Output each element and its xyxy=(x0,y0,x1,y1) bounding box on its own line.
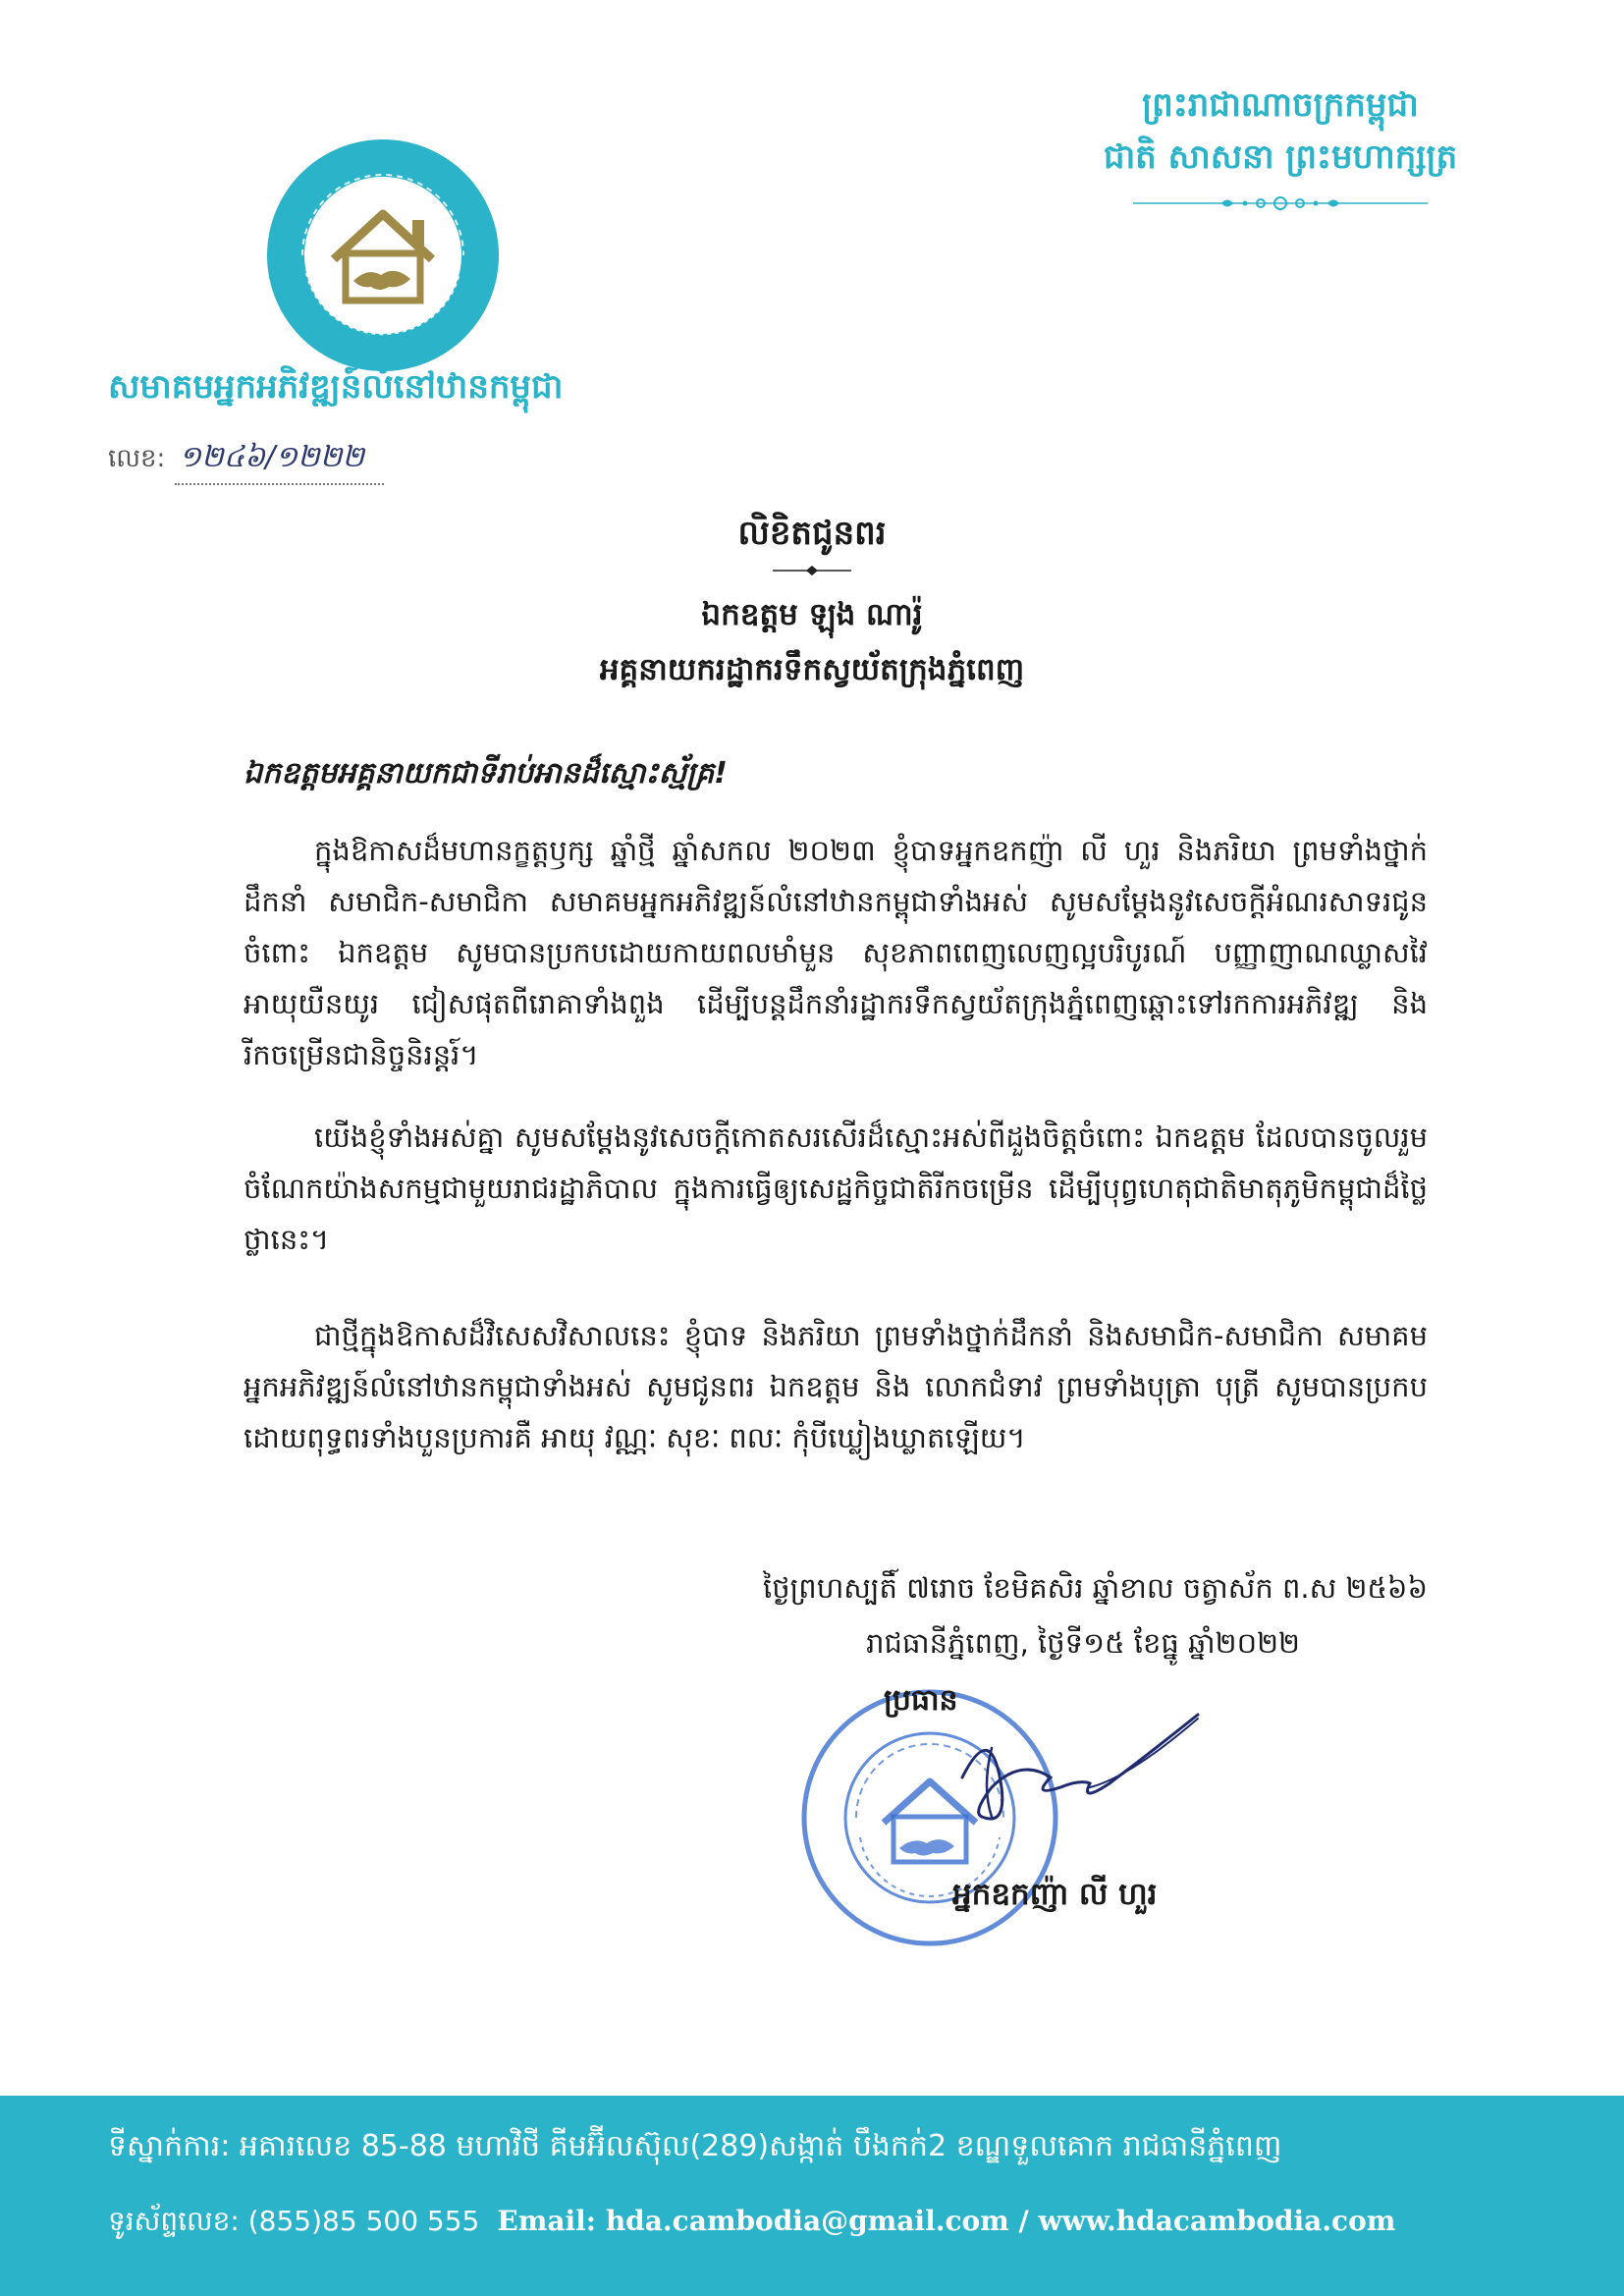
body-paragraph-2 xyxy=(244,1112,1428,1265)
association-logo xyxy=(263,136,503,375)
footer-address: ទីស្នាក់ការ: អគារលេខ 85-88 មហាវិថី គីមអ៊ីលស៊ុល(289)សង្កាត់ បឹងកក់2 ខណ្ឌទួលគោក រាជធានីភ្នំពេញ xyxy=(108,2129,1282,2163)
reference-number xyxy=(108,438,384,485)
salutation: ឯកឧត្តមអគ្គនាយកជាទីរាប់អានដ៏ស្មោះស្ម័គ្រ! xyxy=(244,756,728,791)
footer-email-link[interactable]: Email: hda.cambodia@gmail.com / www.hdacambodia.com xyxy=(497,2205,1396,2237)
footer-bar xyxy=(0,2096,1624,2296)
reference-label: លេខ: xyxy=(108,444,166,473)
paragraph-text: យើងខ្ញុំទាំងអស់គ្នា សូមសម្តែងនូវសេចក្តីកោតសរសើរដ៏ស្មោះអស់ពីដួងចិត្តចំពោះ ឯកឧត្តម ដែលបានចូលរួមចំណែកយ៉ាងសកម្មជាមួយរាជរដ្ឋាភិបាល ក្នុងការធ្វើឲ្យសេដ្ឋកិច្ចជាតិរីកចម្រើន ដើម្បីបុព្វហេតុជាតិមាតុភូមិកម្ពុជាដ៏ថ្លៃថ្លានេះ។ xyxy=(244,1121,1428,1256)
solar-date: រាជធានីភ្នំពេញ, ថ្ងៃទី១៥ ខែធ្នូ ឆ្នាំ២០២២ xyxy=(866,1626,1300,1660)
signature-scribble-icon xyxy=(952,1709,1218,1836)
motto-line: ជាតិ សាសនា ព្រះមហាក្សត្រ xyxy=(1103,137,1458,177)
handwritten-signature xyxy=(952,1709,1218,1836)
title-divider-icon xyxy=(773,564,851,577)
document-title: លិខិតជូនពរ xyxy=(737,514,887,553)
paragraph-text: ក្នុងឱកាសដ៏មហានក្ខត្តឫក្ស ឆ្នាំថ្មី ឆ្នាំសកល ២០២៣ ខ្ញុំបាទអ្នកឧកញ៉ា លី ហួរ និងភរិយា ព្រមទាំងថ្នាក់ដឹកនាំ សមាជិក-សមាជិកា សមាគមអ្នកអភិវឌ្ឍន៍លំនៅឋានកម្ពុជាទាំងអស់ សូមសម្តែងនូវសេចក្តីអំណរសាទរជូនចំពោះ ឯកឧត្តម សូមបានប្រកបដោយកាយពលមាំមួន សុខភាពពេញលេញល្អបរិបូរណ៍ បញ្ញាញាណឈ្លាសវៃ អាយុយឺនយូរ ជៀសផុតពីរោគាទាំងពួង ដើម្បីបន្តដឹកនាំរដ្ឋាករទឹកស្វយ័តក្រុងភ្នំពេញឆ្ពោះទៅរកការអភិវឌ្ឍ និងរីកចម្រើនជានិច្ចនិរន្តរ៍។ xyxy=(244,834,1428,1071)
signer-position: ប្រធាន xyxy=(884,1683,958,1718)
body-paragraph-3 xyxy=(244,1310,1428,1463)
footer-phone: ទូរស័ព្ទលេខ: (855)85 500 555 xyxy=(108,2205,480,2237)
recipient-title: អគ្គនាយករដ្ឋាករទឹកស្វយ័តក្រុងភ្នំពេញ xyxy=(599,652,1025,687)
kingdom-line: ព្រះរាជាណាចក្រកម្ពុជា xyxy=(1142,85,1419,125)
letter-title-block xyxy=(0,511,1624,697)
kingdom-header xyxy=(1074,81,1487,216)
reference-value: ១២៤៦/១២២២ xyxy=(175,438,384,485)
organization-name: សមាគមអ្នកអភិវឌ្ឍន៍លំនៅឋានកម្ពុជា xyxy=(108,367,564,407)
logo-seal-icon xyxy=(263,136,503,375)
body-paragraph-1 xyxy=(244,825,1428,1080)
lunar-date: ថ្ងៃព្រហស្បតិ៍ ៧រោច ខែមិគសិរ ឆ្នាំខាល ចត្វាស័ក ព.ស ២៥៦៦ xyxy=(763,1571,1428,1605)
paragraph-text: ជាថ្មីក្នុងឱកាសដ៏វិសេសវិសាលនេះ ខ្ញុំបាទ និងភរិយា ព្រមទាំងថ្នាក់ដឹកនាំ និងសមាជិក-សមាជិកា សមាគមអ្នកអភិវឌ្ឍន៍លំនៅឋានកម្ពុជាទាំងអស់ សូមជូនពរ ឯកឧត្តម និង លោកជំទាវ ព្រមទាំងបុត្រា បុត្រី សូមបានប្រកបដោយពុទ្ធពរទាំងបួនប្រការគឺ អាយុ វណ្ណៈ សុខៈ ពលៈ កុំបីឃ្លៀងឃ្លាតឡើយ។ xyxy=(244,1319,1428,1454)
signer-name: អ្នកឧកញ៉ា លី ហួរ xyxy=(952,1877,1158,1912)
ornament-divider-icon xyxy=(1133,194,1428,212)
footer-contact xyxy=(108,2204,1395,2244)
recipient-name: ឯកឧត្តម ឡុង ណារ៉ូ xyxy=(701,597,923,632)
